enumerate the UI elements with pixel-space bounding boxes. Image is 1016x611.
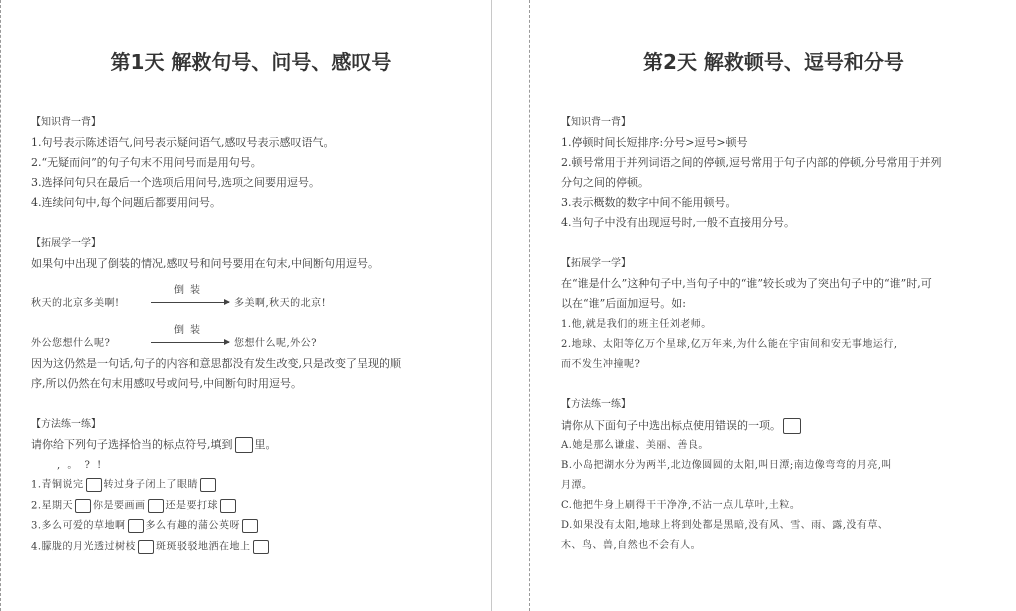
knowledge-item: 3.选择问句只在最后一个选项后用问号,选项之间要用逗号。 [31, 176, 320, 189]
inversion-label: 倒装 [174, 285, 206, 296]
extend-explain: 序,所以仍然在句末用感叹号或问号,中间断句时用逗号。 [31, 377, 302, 390]
knowledge-heading: 【知识背一背】 [561, 117, 631, 128]
option-d: D.如果没有太阳,地球上将到处都是黑暗,没有风、雪、雨、露,没有草、 [561, 520, 889, 531]
option-a: A.她是那么谦虚、美丽、善良。 [561, 440, 709, 451]
prompt-text: 请你从下面句子中选出标点使用错误的一项。 [561, 419, 781, 432]
answer-box[interactable] [242, 519, 258, 533]
answer-box[interactable] [235, 437, 253, 453]
question-text: 还是要打球 [165, 500, 219, 512]
question-text: 1.青铜说完 [31, 479, 84, 491]
knowledge-item: 1.句号表示陈述语气,问号表示疑问语气,感叹号表示感叹语气。 [31, 136, 335, 149]
question-text: 3.多么可爱的草地啊 [31, 520, 126, 532]
answer-box[interactable] [220, 499, 236, 513]
prompt-text: 里。 [254, 438, 277, 451]
extend-explain: 因为这仍然是一句话,句子的内容和意思都没有发生改变,只是改变了呈现的顺 [31, 357, 401, 370]
arrow-icon [151, 302, 229, 303]
answer-box[interactable] [783, 418, 801, 434]
answer-box[interactable] [138, 540, 154, 554]
question-text: 你是要画画 [93, 500, 146, 512]
practice-heading: 【方法练一练】 [31, 419, 101, 430]
knowledge-item: 1.停顿时间长短排序:分号>逗号>顿号 [561, 136, 748, 149]
question-3 [31, 519, 260, 533]
answer-box[interactable] [148, 499, 164, 513]
option-d-cont: 木、鸟、兽,自然也不会有人。 [561, 540, 702, 551]
knowledge-heading: 【知识背一背】 [31, 117, 101, 128]
answer-box[interactable] [75, 499, 91, 513]
answer-box[interactable] [253, 540, 269, 554]
arrow-icon [151, 342, 229, 343]
left-page [31, 0, 471, 611]
question-4 [31, 540, 271, 554]
practice-prompt [31, 437, 277, 453]
answer-box[interactable] [128, 519, 144, 533]
extend-heading: 【拓展学一学】 [31, 238, 101, 249]
answer-box[interactable] [86, 478, 102, 492]
page-title: 第2天 解救顿号、逗号和分号 [643, 50, 904, 74]
extend-example: 2.地球、太阳等亿万个星球,亿万年来,为什么能在宇宙间和安无事地运行, [561, 339, 898, 350]
inversion-label: 倒装 [174, 325, 206, 336]
answer-box[interactable] [200, 478, 216, 492]
knowledge-item: 4.当句子中没有出现逗号时,一般不直接用分号。 [561, 216, 795, 229]
question-1 [31, 478, 218, 492]
extend-line: 在“谁是什么”这种句子中,当句子中的“谁”较长或为了突出句子中的“谁”时,可 [561, 277, 932, 290]
knowledge-item: 2.“无疑而问”的句子句末不用问号而是用句号。 [31, 156, 262, 169]
punctuation-symbols: , 。 ? ! [57, 460, 104, 471]
question-2 [31, 499, 238, 513]
knowledge-item: 4.连续问句中,每个问题后都要用问号。 [31, 196, 221, 209]
question-text: 多么有趣的蒲公英呀 [145, 520, 241, 532]
extend-example: 而不发生冲撞呢? [561, 359, 641, 370]
example-after: 您想什么呢,外公? [234, 338, 318, 349]
knowledge-item: 2.顿号常用于并列词语之间的停顿,逗号常用于句子内部的停顿,分号常用于并列 [561, 156, 942, 169]
example-before: 秋天的北京多美啊! [31, 298, 120, 309]
left-cut-line [0, 0, 1, 611]
prompt-text: 请你给下列句子选择恰当的标点符号,填到 [31, 438, 233, 451]
right-page [561, 0, 986, 611]
extend-line: 以在“谁”后面加逗号。如: [561, 297, 686, 310]
option-b-cont: 月潭。 [561, 480, 593, 491]
extend-heading: 【拓展学一学】 [561, 258, 631, 269]
question-text: 斑斑驳驳地洒在地上 [156, 541, 251, 553]
practice-prompt [561, 418, 803, 434]
example-after: 多美啊,秋天的北京! [234, 298, 327, 309]
page-title: 第1天 解救句号、问号、感叹号 [110, 50, 392, 74]
knowledge-item: 3.表示概数的数字中间不能用顿号。 [561, 196, 737, 209]
option-b: B.小岛把湖水分为两半,北边像圆圆的太阳,叫日潭;南边像弯弯的月亮,叫 [561, 460, 892, 471]
extend-example: 1.他,就是我们的班主任刘老师。 [561, 319, 712, 330]
option-c: C.他把牛身上刷得干干净净,不沾一点儿草叶,土粒。 [561, 500, 801, 511]
extend-intro: 如果句中出现了倒装的情况,感叹号和问号要用在句末,中间断句用逗号。 [31, 257, 379, 270]
question-text: 2.星期天 [31, 500, 74, 512]
example-before: 外公您想什么呢? [31, 338, 111, 349]
middle-cut-line [529, 0, 530, 611]
question-text: 4.朦胧的月光透过树枝 [31, 541, 137, 553]
knowledge-item: 分句之间的停顿。 [561, 176, 649, 189]
practice-heading: 【方法练一练】 [561, 399, 631, 410]
page-divider [491, 0, 492, 611]
question-text: 转过身子闭上了眼睛 [103, 479, 199, 491]
